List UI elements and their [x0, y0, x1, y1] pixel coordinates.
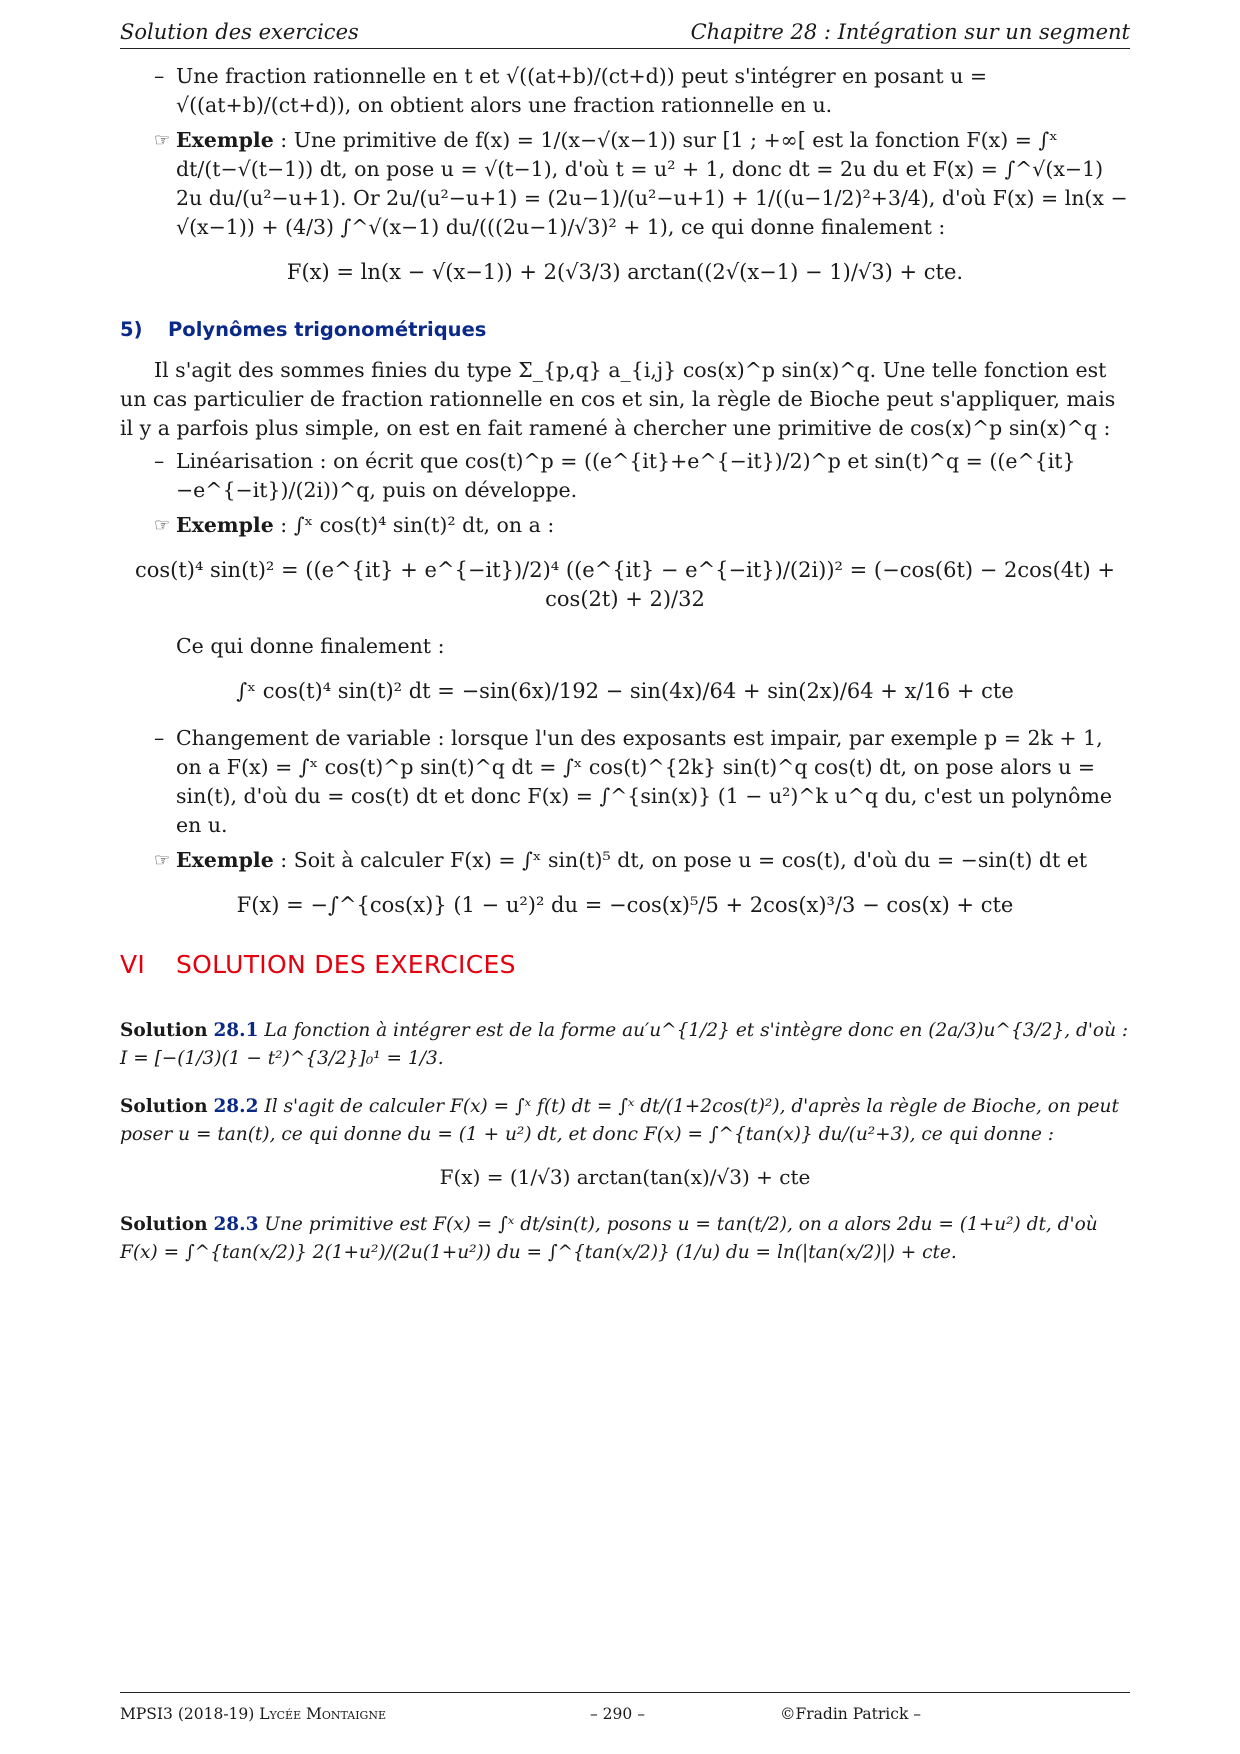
- example-2: [120, 511, 1130, 540]
- bullet-changement-variable: [120, 724, 1130, 840]
- page-number: – 290 –: [590, 1705, 645, 1723]
- example-3: [120, 846, 1130, 875]
- pointing-hand-icon: ☞: [154, 130, 171, 151]
- bullet-fraction-text: Une fraction rationnelle en t et √((at+b)/(ct+d)) peut s'intégrer en posant u = √((at+b)/(ct+d)), on obtient alors une fraction rationnelle en u.: [176, 64, 988, 117]
- example-label: Exemple: [176, 513, 274, 537]
- solution-ref-link[interactable]: 28.2: [213, 1096, 259, 1117]
- section-heading-polynomes: [120, 315, 1130, 344]
- section-title: SOLUTION DES EXERCICES: [176, 950, 516, 979]
- formula-primitive-result: F(x) = ln(x − √(x−1)) + 2(√3/3) arctan((2√(x−1) − 1)/√3) + cte.: [286, 260, 964, 284]
- solution-text: Il s'agit de calculer F(x) = ∫ˣ f(t) dt = ∫ˣ dt/(1+2cos(t)²), d'après la règle de Bioche, on peut poser u = tan(t), ce qui donne du = (1 + u²) dt, et donc F(x) = ∫^{tan(x)} du/(u²+3), ce qui donne :: [120, 1096, 1119, 1145]
- solution-label: Solution: [120, 1214, 208, 1235]
- page-footer: [120, 1692, 1130, 1723]
- formula-integrale-final: ∫ˣ cos(t)⁴ sin(t)² dt = −sin(6x)/192 − sin(4x)/64 + sin(2x)/64 + x/16 + cte: [236, 679, 1014, 703]
- solution-28-2: [120, 1093, 1130, 1191]
- pointing-hand-icon: ☞: [154, 515, 171, 536]
- solution-ref-link[interactable]: 28.3: [213, 1214, 259, 1235]
- paragraph-polynomes: Il s'agit des sommes finies du type Σ_{p,q} a_{i,j} cos(x)^p sin(x)^q. Une telle fonction est un cas particulier de fraction rationnelle en cos et sin, la règle de Bioche peut s'appliquer, mais il y a parfois plus simple, on est en fait ramené à chercher une primitive de cos(x)^p sin(x)^q :: [120, 358, 1116, 440]
- page-header: [120, 18, 1130, 49]
- section-heading-solutions: [120, 950, 1130, 979]
- formula-linearisation: cos(t)⁴ sin(t)² = ((e^{it} + e^{−it})/2)⁴ ((e^{it} − e^{−it})/(2i))² = (−cos(6t) − 2cos(4t) + cos(2t) + 2)/32: [134, 558, 1116, 611]
- section-number: VI: [120, 950, 146, 979]
- header-left: Solution des exercices: [120, 20, 359, 44]
- bullet-fraction-rationnelle: [120, 62, 1130, 120]
- solution-label: Solution: [120, 1020, 208, 1041]
- pointing-hand-icon: ☞: [154, 850, 171, 871]
- bullet-dash: –: [154, 726, 165, 750]
- footer-right: ©Fradin Patrick –: [780, 1705, 922, 1723]
- solution-text: Une primitive est F(x) = ∫ˣ dt/sin(t), posons u = tan(t/2), on a alors 2du = (1+u²) dt, d'où F(x) = ∫^{tan(x/2)} 2(1+u²)/(2u(1+u²)) du = ∫^{tan(x/2)} (1/u) du = ln(|tan(x/2)|) + cte.: [120, 1214, 1098, 1263]
- solution-formula: F(x) = (1/√3) arctan(tan(x)/√3) + cte: [439, 1165, 811, 1189]
- example-3-text: : Soit à calculer F(x) = ∫ˣ sin(t)⁵ dt, on pose u = cos(t), d'où du = −sin(t) dt et: [273, 848, 1088, 872]
- section-number: 5): [120, 318, 143, 341]
- page: [120, 18, 1130, 1738]
- bullet-dash: –: [154, 64, 165, 88]
- bullet-changement-text: Changement de variable : lorsque l'un des exposants est impair, par exemple p = 2k + 1, on a F(x) = ∫ˣ cos(t)^p sin(t)^q dt = ∫ˣ cos(t)^{2k} sin(t)^q cos(t) dt, on pose alors u = sin(t), d'où du = cos(t) dt et donc F(x) = ∫^{sin(x)} (1 − u²)^k u^q du, c'est un polynôme en u.: [176, 726, 1113, 837]
- section-title: Polynômes trigonométriques: [168, 318, 487, 341]
- bullet-dash: –: [154, 449, 165, 473]
- solution-text: La fonction à intégrer est de la forme au′u^{1/2} et s'intègre donc en (2a/3)u^{3/2}, d'où : I = [−(1/3)(1 − t²)^{3/2}]₀¹ = 1/3.: [120, 1020, 1129, 1069]
- example-label: Exemple: [176, 128, 274, 152]
- example-1-text: : Une primitive de f(x) = 1/(x−√(x−1)) sur [1 ; +∞[ est la fonction F(x) = ∫ˣ dt/(t−√(t−1)) dt, on pose u = √(t−1), d'où t = u² + 1, donc dt = 2u du et F(x) = ∫^√(x−1) 2u du/(u²−u+1). Or 2u/(u²−u+1) = (2u−1)/(u²−u+1) + 1/((u−1/2)²+3/4), d'où F(x) = ln(x − √(x−1)) + (4/3) ∫^√(x−1) du/(((2u−1)/√3)² + 1), ce qui donne finalement :: [176, 128, 1128, 239]
- example-1: [120, 126, 1130, 242]
- formula-sin5: F(x) = −∫^{cos(x)} (1 − u²)² du = −cos(x)⁵/5 + 2cos(x)³/3 − cos(x) + cte: [236, 893, 1014, 917]
- page-content: [120, 62, 1130, 1287]
- example-2-text: : ∫ˣ cos(t)⁴ sin(t)² dt, on a :: [273, 513, 555, 537]
- bullet-linearisation: [120, 447, 1130, 505]
- footer-left: MPSI3 (2018-19) Lycée Montaigne: [120, 1705, 387, 1723]
- solution-label: Solution: [120, 1096, 208, 1117]
- header-right: Chapitre 28 : Intégration sur un segment: [690, 20, 1130, 44]
- final-label: Ce qui donne finalement :: [176, 634, 445, 658]
- example-label: Exemple: [176, 848, 274, 872]
- bullet-linearisation-text: Linéarisation : on écrit que cos(t)^p = ((e^{it}+e^{−it})/2)^p et sin(t)^q = ((e^{it}−e^{−it})/(2i))^q, puis on développe.: [176, 449, 1076, 502]
- solution-ref-link[interactable]: 28.1: [213, 1020, 259, 1041]
- solution-28-1: [120, 1017, 1130, 1073]
- solution-28-3: [120, 1211, 1130, 1267]
